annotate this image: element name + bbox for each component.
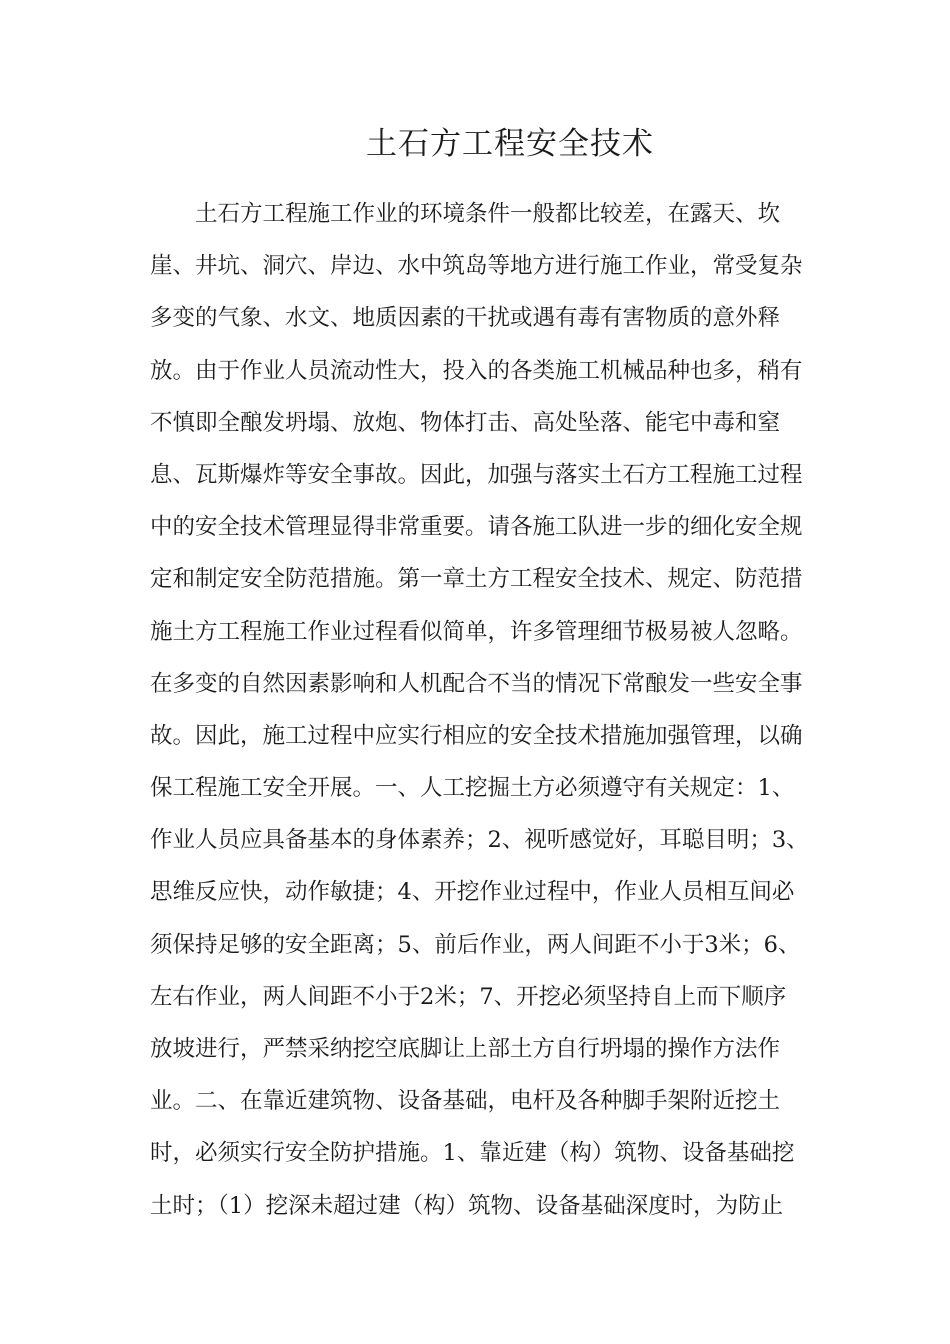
paragraph-line: 作业人员应具备基本的身体素养；2、视听感觉好，耳聪目明；3、 [150,827,809,854]
paragraph-line: 定和制定安全防范措施。第一章土方工程安全技术、规定、防范措 [150,566,803,593]
paragraph-line: 不慎即全酿发坍塌、放炮、物体打击、高处坠落、能宅中毒和窒 [150,409,781,436]
paragraph-line: 思维反应快，动作敏捷；4、开挖作业过程中，作业人员相互间必 [150,879,795,906]
paragraph-line: 保工程施工安全开展。一、人工挖掘土方必须遵守有关规定：1、 [150,775,795,802]
paragraph-line: 故。因此，施工过程中应实行相应的安全技术措施加强管理，以确 [150,722,803,749]
paragraph-line: 息、瓦斯爆炸等安全事故。因此，加强与落实土石方工程施工过程 [150,461,803,488]
document-body [150,196,810,1240]
paragraph-line: 放坡进行，严禁采纳挖空底脚让上部土方自行坍塌的操作方法作 [150,1036,781,1062]
paragraph-line: 中的安全技术管理显得非常重要。请各施工队进一步的细化安全规 [150,514,803,541]
paragraph-line: 左右作业，两人间距不小于2米；7、开挖必须坚持自上而下顺序 [150,983,787,1010]
paragraph-line: 崖、井坑、洞穴、岸边、水中筑岛等地方进行施工作业，常受复杂 [150,253,803,280]
paragraph-line: 业。二、在靠近建筑物、设备基础，电杆及各种脚手架附近挖土 [150,1088,781,1115]
document-title: 土石方工程安全技术 [366,126,654,162]
paragraph-line: 多变的气象、水文、地质因素的干扰或遇有毒有害物质的意外释 [150,305,781,332]
paragraph-line: 土时；（1）挖深未超过建（构）筑物、设备基础深度时，为防止 [150,1192,784,1219]
paragraph-line: 时，必须实行安全防护措施。1、靠近建（构）筑物、设备基础挖 [150,1140,795,1167]
paragraph-line: 土石方工程施工作业的环境条件一般都比较差，在露天、坎 [195,201,781,227]
paragraph-line: 放。由于作业人员流动性大，投入的各类施工机械品种也多，稍有 [150,357,803,384]
paragraph-line: 须保持足够的安全距离；5、前后作业，两人间距不小于3米；6、 [150,931,801,958]
paragraph-line: 在多变的自然因素影响和人机配合不当的情况下常酿发一些安全事 [150,670,803,697]
paragraph-line: 施土方工程施工作业过程看似简单，许多管理细节极易被人忽略。 [150,618,803,645]
